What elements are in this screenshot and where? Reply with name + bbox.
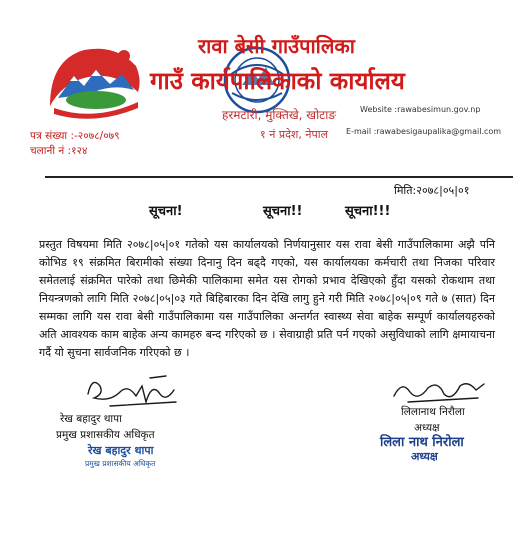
header-divider xyxy=(45,176,513,178)
cao-name: रेख बहादुर थापा xyxy=(60,413,122,425)
reference-number: पत्र संख्या :-२०७८/०७९ xyxy=(30,130,120,142)
nepal-emblem-logo xyxy=(44,40,144,122)
province: १ नं प्रदेश, नेपाल xyxy=(260,128,329,141)
cao-stamp-name: रेख बहादुर थापा xyxy=(88,444,154,457)
chairperson-name: लिलानाथ निरौला xyxy=(401,406,465,418)
letter-date: मिति:२०७८|०५|०१ xyxy=(394,184,470,197)
notice-heading-2: सूचना!! xyxy=(263,204,303,219)
notice-body: प्रस्तुत विषयमा मिति २०७८|०५|०१ गतेको यस कार्यालयको निर्णयानुसार यस रावा बेसी गाउँपालिकामा अझै पनि कोभिड १९ संक्रमित बिरामीको संख्या दिनानु दिन बढ्दै गएको, यस कार्यालयका कर्मचारी तथा निजका परिवार समेतलाई संक्रमित पारेको तथा छिमेकी पालिकामा समेत यस रोगको प्रभाव देखिएको हुँदा यसको रोकथाम तथा नियन्त्रणको लागि मिति २०७८|०५|०३ गते बिहिबारका दिन देखि लागु हुने गरी मिति २०७८|०५|०९ गते ७ (सात) दिन सम्मका लागि यस रावा बेसी गाउँपालिकामा यस गाउँपालिका अन्तर्गत स्वास्थ्य सेवा बाहेक सम्पूर्ण कार्यालयहरुको अति आवश्यक काम बाहेक अन्य कामहरु बन्द गरिएको छ । सेवाग्राही प्रति पर्न गएको असुविधाको लागि क्षमायाचना गर्दै यो सुचना सार्वजनिक गरिएको छ । xyxy=(39,238,495,359)
cao-signature xyxy=(80,372,180,416)
cao-stamp-title: प्रमुख प्रशासकीय अधिकृत xyxy=(85,459,156,468)
dispatch-number: चलानी नं :१२४ xyxy=(30,145,88,157)
notice-heading-3: सूचना!!! xyxy=(345,204,391,219)
office-address: हरमटारी, मुक्तिखे, खोटाङ xyxy=(222,108,336,122)
notice-heading-1: सूचना! xyxy=(149,204,183,219)
email: E-mail :rawabesigaupalika@gmail.com xyxy=(346,127,502,136)
municipality-name: रावा बेसी गाउँपालिका xyxy=(198,34,355,58)
chairperson-stamp-name: लिला नाथ निरोला xyxy=(380,435,464,450)
chairperson-stamp-title: अध्यक्ष xyxy=(411,450,438,463)
website: Website :rawabesimun.gov.np xyxy=(360,105,481,114)
office-name: गाउँ कार्यपालिकाको कार्यालय xyxy=(150,66,405,95)
cao-title: प्रमुख प्रशासकीय अधिकृत xyxy=(56,429,155,441)
chairperson-title: अध्यक्ष xyxy=(414,422,440,434)
chairperson-signature xyxy=(388,376,488,406)
